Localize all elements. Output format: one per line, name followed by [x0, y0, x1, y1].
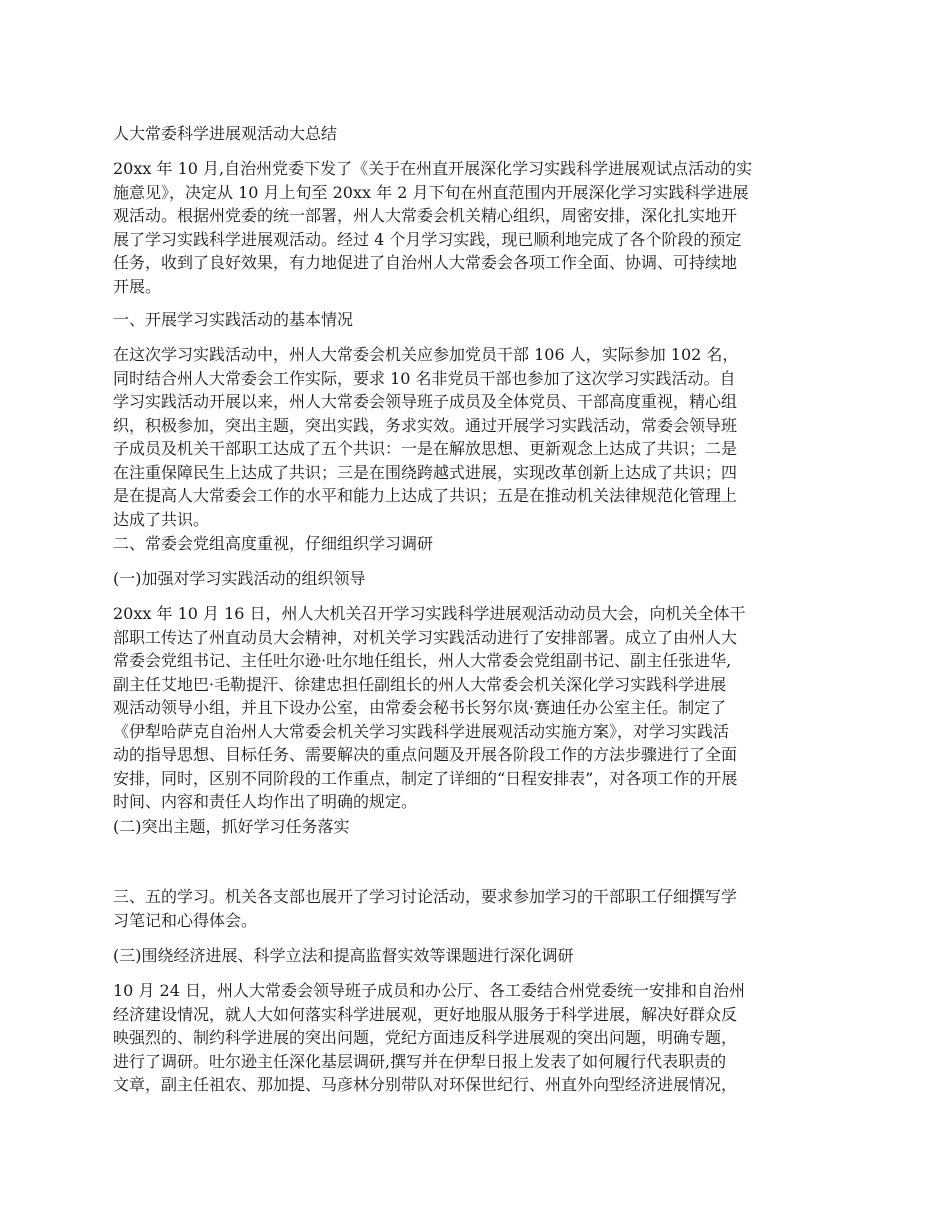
paragraph-organization: 20xx 年 10 月 16 日，州人大机关召开学习实践科学进展观活动动员大会，向机关全体干 部职工传达了州直动员大会精神，对机关学习实践活动进行了安排部署。成立了由州人大 常委会党组书记、主任吐尔逊·吐尔地任组长，州人大常委会党组副书记、副主任张进华, 副主任艾地巴·毛勒提汗、徐建忠担任副组长的州人大常委会机关深化学习实践科学进展 观活动领导小组，并且下设办公室，由常委会秘书长努尔岚·赛迪任办公室主任。制定了 《伊犁哈萨克自治州人大常委会机关学习实践科学进展观活动实施方案》，对学习实践活 动的指导思想、目标任务、需要解决的重点问题及开展各阶段工作的方法步骤进行了全面 安排，同时，区别不同阶段的工作重点，制定了详细的“日程安排表”，对各项工作的开展 时间、内容和责任人均作出了明确的规定。: [113, 604, 746, 811]
paragraph-intro: 20xx 年 10 月,自治州党委下发了《关于在州直开展深化学习实践科学进展观试点活动的实 施意见》，决定从 10 月上旬至 20xx 年 2 月下旬在州直范围内开展深化学习实践科学进展 观活动。根据州党委的统一部署，州人大常委会机关精心组织，周密安排，深化扎实地开 展了学习实践科学进展观活动。经过 4 个月学习实践，现已顺利地完成了各个阶段的预定 任务，收到了良好效果，有力地促进了自治州人大常委会各项工作全面、协调、可持续地 开展。: [113, 159, 753, 296]
paragraph-basic-situation: 在这次学习实践活动中，州人大常委会机关应参加党员干部 106 人，实际参加 102 名， 同时结合州人大常委会工作实际，要求 10 名非党员干部也参加了这次学习实践活动。自 学习实践活动开展以来，州人大常委会领导班子成员及全体党员、干部高度重视，精心组 织，积极参加，突出主题，突出实践，务求实效。通过开展学习实践活动，常委会领导班 子成员及机关干部职工达成了五个共识：一是在解放思想、更新观念上达成了共识；二是 在注重保障民生上达成了共识；三是在围绕跨越式进展，实现改革创新上达成了共识；四 是在提高人大常委会工作的水平和能力上达成了共识；五是在推动机关法律规范化管理上 达成了共识。: [113, 345, 739, 529]
paragraph-research: 10 月 24 日，州人大常委会领导班子成员和办公厅、各工委结合州党委统一安排和自治州 经济建设情况，就人大如何落实科学进展观，更好地服从服务于科学进展，解决好群众反 映强烈的、制约科学进展的突出问题，党纪方面违反科学进展观的突出问题，明确专题， 进行了调研。吐尔逊主任深化基层调研,撰写并在伊犁日报上发表了如何履行代表职责的 文章，副主任祖农、那加提、马彦林分别带队对环保世纪行、州直外向型经济进展情况，: [113, 981, 745, 1094]
paragraph-study: 三、五的学习。机关各支部也展开了学习讨论活动，要求参加学习的干部职工仔细撰写学 习笔记和心得体会。: [113, 887, 738, 930]
section-heading-2: 二、常委会党组高度重视，仔细组织学习调研: [113, 534, 434, 553]
section-heading-1: 一、开展学习实践活动的基本情况: [113, 310, 354, 329]
document-title: 人大常委科学进展观活动大总结: [113, 124, 338, 143]
subsection-heading-3: (三)围绕经济进展、科学立法和提高监督实效等课题进行深化调研: [113, 946, 574, 965]
subsection-heading-1: (一)加强对学习实践活动的组织领导: [113, 569, 366, 588]
subsection-heading-2: (二)突出主题，抓好学习任务落实: [113, 817, 350, 836]
